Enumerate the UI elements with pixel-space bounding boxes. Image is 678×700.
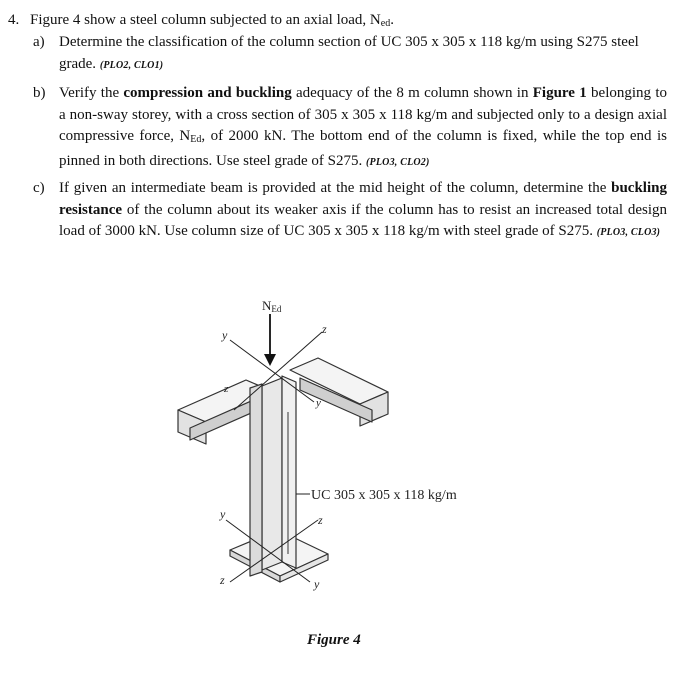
part-b-label: b): [33, 85, 46, 101]
part-b-tag: (PLO3, CLO2): [366, 156, 430, 168]
part-a-tag: (PLO2, CLO1): [99, 59, 164, 71]
part-a-text: Determine the classification of the column section of UC 305 x 305 x 118 kg/m using S275 steel grade. (PLO2, CLO1): [59, 34, 639, 72]
section-label: UC 305 x 305 x 118 kg/m: [311, 488, 457, 503]
column-web: [262, 378, 282, 570]
column-flange-left: [250, 384, 262, 576]
axis-y-mid: y: [316, 397, 321, 409]
part-c-text: If given an intermediate beam is provided at the mid height of the column, determine the buckling resistance of the column about its weaker axis if the column has to resist an increased total design load of 3000 kN. Use column size of UC 305 x 305 x 118 kg/m with steel grade of S275. (PLO3, CLO3): [59, 180, 667, 239]
figure-caption: Figure 4: [307, 632, 361, 648]
column-flange-right: [282, 376, 296, 568]
question-intro: Figure 4 show a steel column subjected to an axial load, $N_{ed}$.: [30, 12, 394, 29]
part-c-label: c): [33, 180, 45, 196]
axis-y-bottom-2: y: [314, 577, 320, 591]
load-arrow-icon: [264, 354, 276, 366]
axis-z-mid: z: [224, 383, 229, 395]
part-c-tag: (PLO3, CLO3): [596, 227, 661, 238]
axis-y-top: y: [222, 328, 228, 342]
load-label: NEd: [262, 298, 282, 314]
column-figure: [150, 292, 510, 612]
axis-z-bottom: z: [318, 513, 323, 527]
part-b-text: Verify the compression and buckling adequacy of the 8 m column shown in Figure 1 belonging to a non-sway storey, with a cross section of 305 x 305 x 118 kg/m and subjected only to a design axial compressive force, $N_{Ed}$, of 2000 kN. The bottom end of the column is fixed, while the top end is pinned in both directions. Use steel grade of S275. (PLO3, CLO2): [59, 85, 668, 169]
axis-y-bottom: y: [220, 507, 226, 521]
axis-z-top: z: [322, 322, 327, 336]
part-a-label: a): [33, 34, 45, 50]
axis-z-bottom-2: z: [220, 573, 225, 587]
question-number: 4.: [8, 12, 20, 28]
